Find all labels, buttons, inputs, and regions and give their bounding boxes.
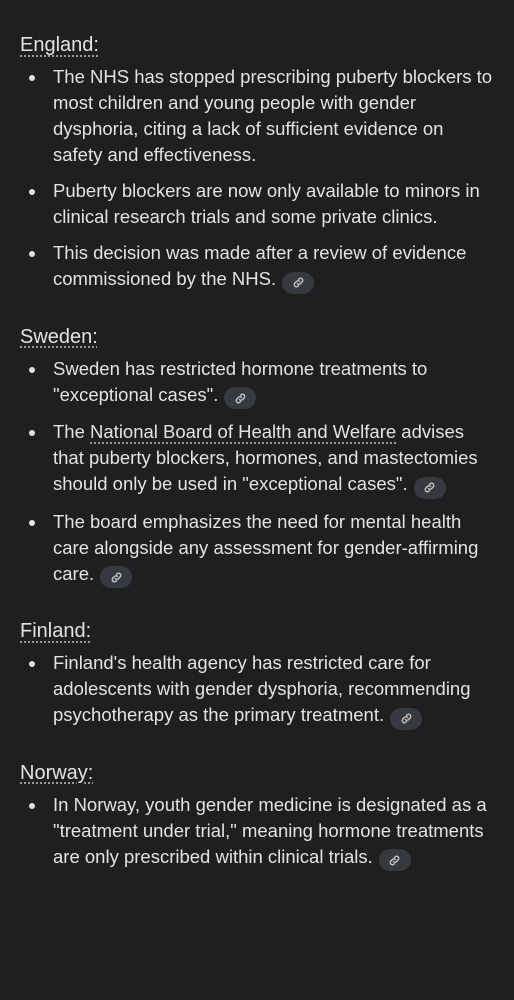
source-link-chip[interactable] xyxy=(100,566,132,588)
item-text: Puberty blockers are now only available to minors in clinical research trials and some private clinics. xyxy=(53,180,480,227)
source-link-chip[interactable] xyxy=(379,849,411,871)
source-link-chip[interactable] xyxy=(282,272,314,294)
section-heading xyxy=(20,616,494,646)
link-icon xyxy=(423,481,436,494)
link-icon xyxy=(234,392,247,405)
bullet-list xyxy=(20,64,494,294)
section-norway xyxy=(20,758,494,872)
section-heading xyxy=(20,322,494,352)
heading-text[interactable]: Norway: xyxy=(20,761,94,784)
list-item xyxy=(20,240,494,294)
list-item xyxy=(20,419,494,499)
item-text: Sweden has restricted hormone treatments to "exceptional cases". xyxy=(53,357,428,405)
source-link-chip[interactable] xyxy=(414,477,446,499)
bullet-list xyxy=(20,650,494,730)
section-finland xyxy=(20,616,494,730)
link-icon xyxy=(400,712,413,725)
link-icon xyxy=(388,854,401,867)
item-text: This decision was made after a review of evidence commissioned by the NHS. xyxy=(53,242,467,289)
item-text-post: advises that puberty blockers, hormones, and mastectomies should only be used in "exceptional cases". xyxy=(53,421,478,494)
list-item xyxy=(20,792,494,872)
bullet-list xyxy=(20,356,494,589)
item-text: In Norway, youth gender medicine is designated as a "treatment under trial," meaning hormone treatments are only prescribed within clinical trials. xyxy=(53,793,487,867)
section-sweden xyxy=(20,322,494,589)
section-heading xyxy=(20,30,494,60)
item-text: The board emphasizes the need for mental health care alongside any assessment for gender-affirming care. xyxy=(53,510,479,584)
heading-text[interactable]: Finland: xyxy=(20,620,92,642)
section-heading xyxy=(20,758,494,788)
list-item xyxy=(20,64,494,168)
list-item xyxy=(20,178,494,230)
link-icon xyxy=(292,276,305,289)
list-item xyxy=(20,650,494,730)
item-text: The NHS has stopped prescribing puberty blockers to most children and young people with gender dysphoria, citing a lack of sufficient evidence on safety and effectiveness. xyxy=(53,66,493,165)
source-link-chip[interactable] xyxy=(224,387,256,409)
source-link-chip[interactable] xyxy=(390,708,422,730)
link-icon xyxy=(110,571,123,584)
list-item xyxy=(20,356,494,410)
heading-text[interactable]: England: xyxy=(20,34,99,56)
list-item xyxy=(20,509,494,589)
item-text-pre: The xyxy=(53,421,91,442)
bullet-list xyxy=(20,792,494,872)
section-england xyxy=(20,30,494,294)
item-text: Finland's health agency has restricted care for adolescents with gender dysphoria, recommending psychotherapy as the primary treatment. xyxy=(53,652,471,725)
term-link[interactable]: National Board of Health and Welfare xyxy=(90,421,397,442)
heading-text[interactable]: Sweden: xyxy=(20,325,98,348)
